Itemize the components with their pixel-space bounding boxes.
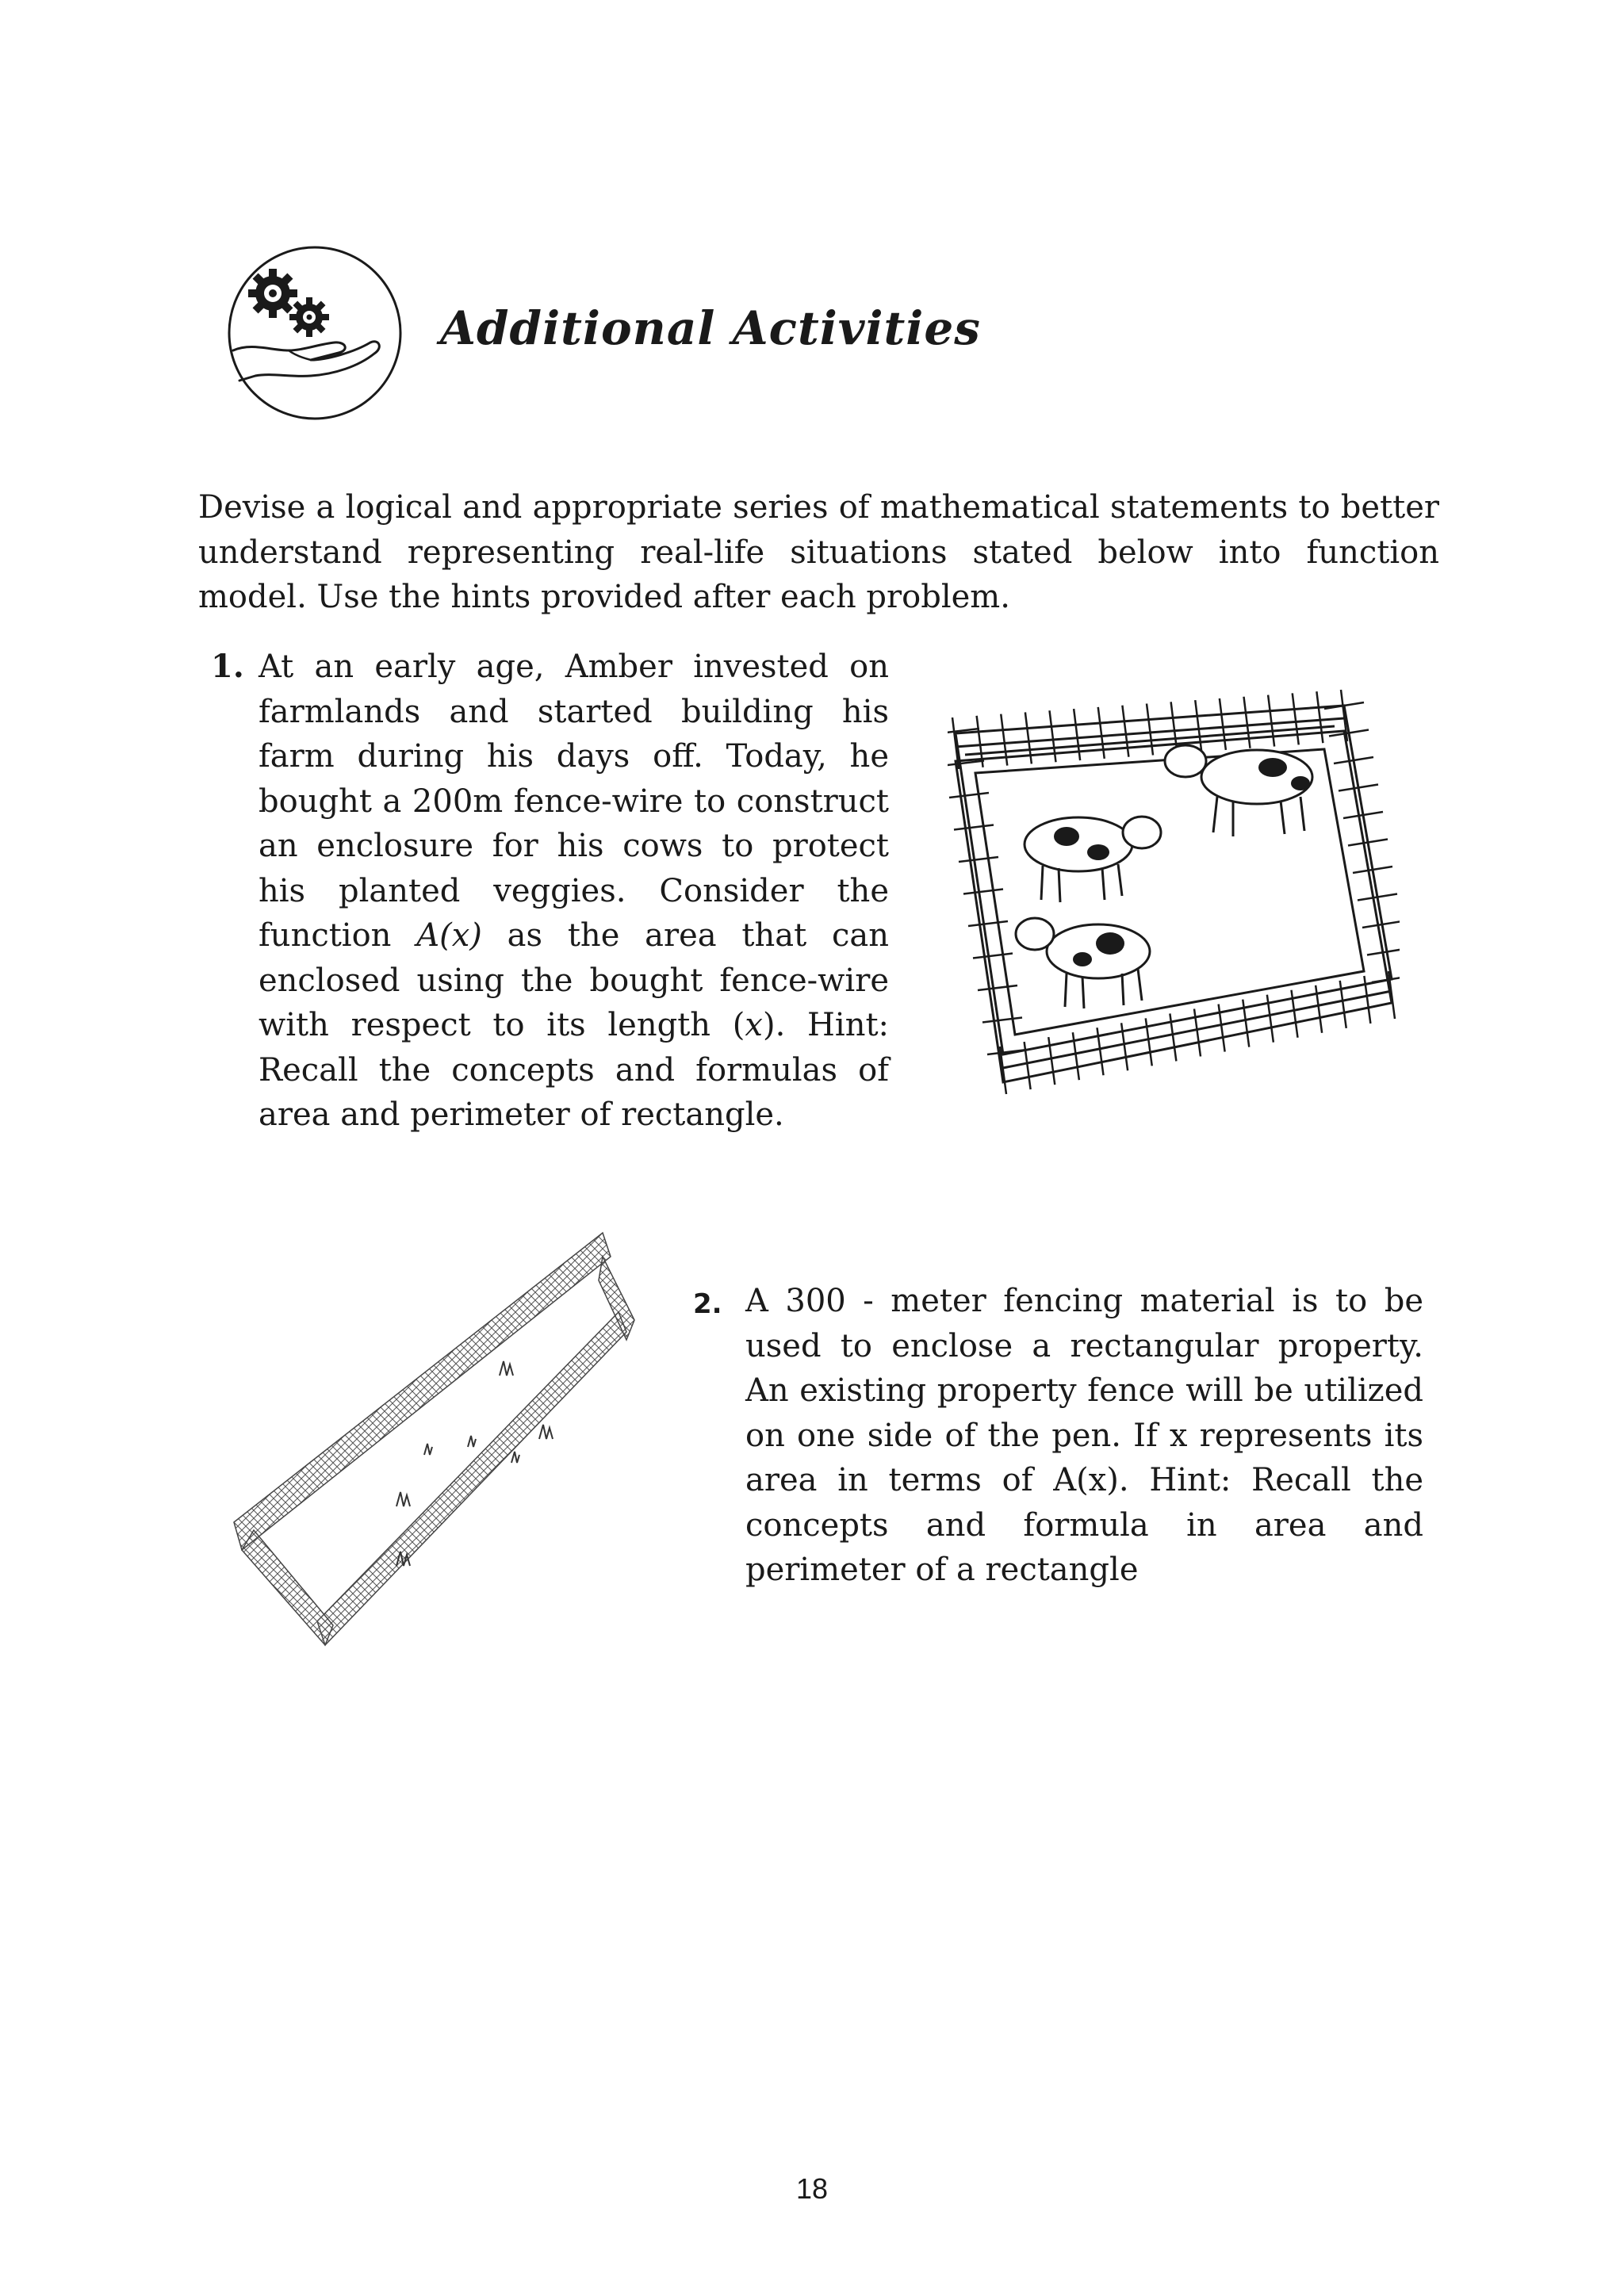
- page-number: 18: [795, 2172, 829, 2205]
- problem-number: 2.: [693, 1288, 722, 1320]
- problem-text: A 300 - meter fencing material is to be used to enclose a rectangular property. An existing property fence will be utilized on one side of the pen. If x represents its area in terms of A(x). Hint: Recall the concepts and formula in area and perimeter of a rectangle: [745, 1283, 1423, 1588]
- function-notation: A(x): [416, 917, 482, 954]
- problem-number: 1.: [211, 648, 244, 685]
- problem-2: [693, 1279, 1423, 1593]
- fenced-cow-enclosure-illustration: [948, 682, 1400, 1114]
- variable-x: x: [745, 1007, 763, 1043]
- problem-1: [211, 645, 890, 1138]
- three-sided-fence-pen-illustration: [230, 1225, 650, 1677]
- intro-paragraph: Devise a logical and appropriate series of mathematical statements to better understand representing real-life situations stated below into function model. Use the hints provided after each problem.: [198, 489, 1439, 615]
- page-title: Additional Activities: [440, 301, 981, 355]
- problem-text: At an early age, Amber invested on farmlands and started building his farm during his days off. Today, he bought a 200m fence-wire to construct an enclosure for his cows to protect his planted veggies. Consider the function A(x) as the area that can enclosed using the bought fence-wire with respect to its length (x). Hint: Recall the concepts and formulas of area and perimeter of rectangle.: [259, 649, 890, 1133]
- gears-in-hand-icon: [216, 232, 406, 430]
